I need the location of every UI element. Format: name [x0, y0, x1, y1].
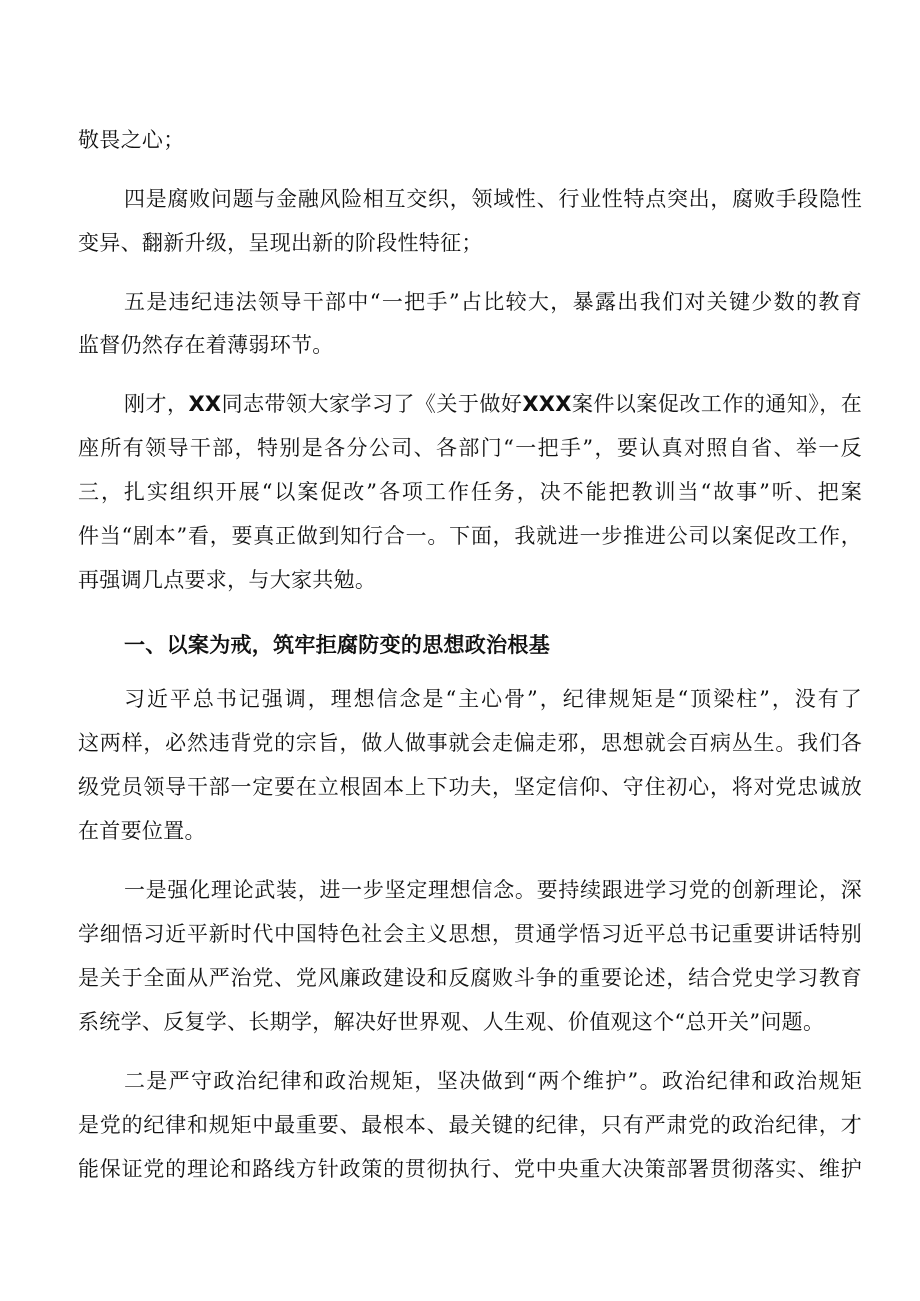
paragraph-3-line-2: 座所有领导干部，特别是各分公司、各部门“一把手”，要认真对照自省、举一反	[78, 436, 862, 460]
paragraph-4-line-1: 习近平总书记强调，理想信念是“主心骨”，纪律规矩是“顶梁柱”，没有了	[124, 687, 862, 711]
paragraph-2-line-2: 监督仍然存在着薄弱环节。	[78, 333, 334, 357]
placeholder-xxx: XXX	[522, 392, 572, 416]
paragraph-3-line-4: 件当“剧本”看，要真正做到知行合一。下面，我就进一步推进公司以案促改工作，	[78, 524, 862, 548]
paragraph-4-line-3: 级党员领导干部一定要在立根固本上下功夫，坚定信仰、守住初心，将对党忠诚放	[78, 775, 862, 799]
paragraph-6-line-3: 能保证党的理论和路线方针政策的贯彻执行、党中央重大决策部署贯彻落实、维护	[78, 1157, 862, 1181]
paragraph-2-line-1: 五是违纪违法领导干部中“一把手”占比较大，暴露出我们对关键少数的教育	[124, 290, 862, 314]
placeholder-xx: XX	[188, 392, 222, 416]
text-segment: 案件以案促改工作的通知》，在	[571, 392, 862, 416]
section-heading: 一、以案为戒，筑牢拒腐防变的思想政治根基	[124, 633, 550, 657]
text-segment: 刚才，	[124, 392, 189, 416]
paragraph-3-line-1	[124, 389, 862, 419]
paragraph-5-line-1: 一是强化理论武装，进一步坚定理想信念。要持续跟进学习党的创新理论，深	[124, 878, 862, 902]
paragraph-4-line-4: 在首要位置。	[78, 819, 206, 843]
paragraph-5-line-4: 系统学、反复学、长期学，解决好世界观、人生观、价值观这个“总开关”问题。	[78, 1010, 825, 1034]
paragraph-1-line-2: 变异、翻新升级，呈现出新的阶段性特征；	[78, 231, 483, 255]
paragraph-3-line-5: 再强调几点要求，与大家共勉。	[78, 568, 377, 592]
paragraph-1-line-1: 四是腐败问题与金融风险相互交织，领域性、行业性特点突出，腐败手段隐性	[124, 187, 862, 211]
text-segment: 同志带领大家学习了《关于做好	[221, 392, 523, 416]
paragraph-5-line-3: 是关于全面从严治党、党风廉政建设和反腐败斗争的重要论述，结合党史学习教育	[78, 966, 862, 990]
paragraph-6-line-2: 是党的纪律和规矩中最重要、最根本、最关键的纪律，只有严肃党的政治纪律，才	[78, 1113, 862, 1137]
paragraph-5-line-2: 学细悟习近平新时代中国特色社会主义思想，贯通学悟习近平总书记重要讲话特别	[78, 922, 862, 946]
paragraph-3-line-3: 三，扎实组织开展“以案促改”各项工作任务，决不能把教训当“故事”听、把案	[78, 480, 862, 504]
paragraph-0-line-1: 敬畏之心；	[78, 128, 185, 152]
paragraph-4-line-2: 这两样，必然违背党的宗旨，做人做事就会走偏走邪，思想就会百病丛生。我们各	[78, 731, 862, 755]
paragraph-6-line-1: 二是严守政治纪律和政治规矩，坚决做到“两个维护”。政治纪律和政治规矩	[124, 1069, 862, 1093]
